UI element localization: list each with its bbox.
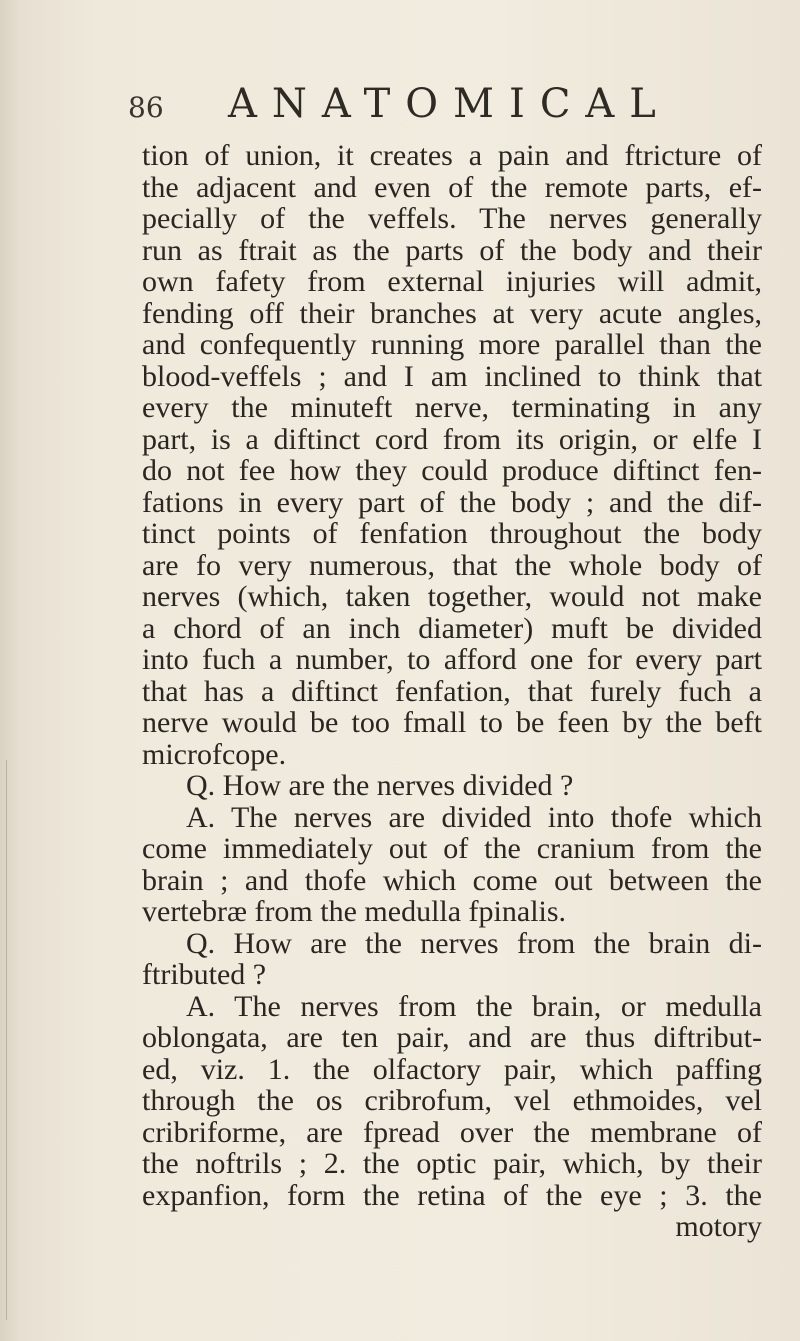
- question-line: Q. How are the nerves from the brain di-: [186, 926, 762, 960]
- text-line: fations in every part of the body ; and the dif-: [142, 485, 762, 519]
- page-gutter: [0, 0, 22, 1341]
- text-line: cribriforme, are fpread over the membrane of: [142, 1115, 762, 1149]
- text-line: oblongata, are ten pair, and are thus diftribut-: [142, 1021, 762, 1054]
- text-line: own fafety from external injuries will admit,: [142, 265, 762, 298]
- text-line: part, is a diftinct cord from its origin, or elfe I: [142, 422, 762, 456]
- text-line: come immediately out of the cranium from the: [142, 832, 762, 865]
- text-line: run as ftrait as the parts of the body and their: [142, 233, 762, 267]
- text-line: tinct points of fenfation throughout the body: [142, 517, 762, 550]
- text-line: every the minuteft nerve, terminating in any: [142, 391, 762, 424]
- text-line: pecially of the veffels. The nerves generally: [142, 202, 762, 235]
- text-line: and confequently running more parallel than the: [142, 328, 762, 361]
- text-line: microfcope.: [142, 737, 287, 771]
- text-line: fending off their branches at very acute angles,: [142, 296, 762, 330]
- text-line: ftributed ?: [142, 958, 267, 991]
- text-line: that has a diftinct fenfation, that furely fuch a: [142, 674, 762, 708]
- page-number: 86: [128, 91, 164, 124]
- text-line: expanfion, form the retina of the eye ; 3. the: [142, 1178, 762, 1212]
- text-line: ed, viz. 1. the olfactory pair, which paffing: [142, 1052, 762, 1086]
- text-line: tion of union, it creates a pain and ftricture of: [142, 139, 762, 172]
- text-line: into fuch a number, to afford one for every part: [142, 643, 762, 676]
- text-line: nerve would be too fmall to be feen by the beft: [142, 706, 762, 739]
- text-line: the noftrils ; 2. the optic pair, which, by their: [142, 1147, 762, 1180]
- text-line: a chord of an inch diameter) muft be divided: [142, 611, 762, 645]
- running-title: ANATOMICAL: [228, 81, 671, 127]
- text-line: do not fee how they could produce diftinct fen-: [142, 454, 762, 487]
- gutter-edge-line: [6, 760, 7, 1320]
- text-line: vertebræ from the medulla fpinalis.: [142, 895, 567, 928]
- answer-line: A. The nerves are divided into thofe which: [186, 800, 762, 834]
- page-header: [122, 75, 762, 135]
- question-line: Q. How are the nerves divided ?: [186, 769, 574, 802]
- answer-line: A. The nerves from the brain, or medulla: [186, 989, 762, 1023]
- text-line: the adjacent and even of the remote parts, ef-: [142, 170, 762, 204]
- catchword: motory: [675, 1210, 762, 1243]
- text-line: blood-veffels ; and I am inclined to think that: [142, 359, 762, 393]
- text-line: brain ; and thofe which come out between the: [142, 863, 762, 897]
- text-line: nerves (which, taken together, would not make: [142, 580, 762, 613]
- text-line: are fo very numerous, that the whole body of: [142, 548, 762, 582]
- body-text: [142, 140, 762, 1243]
- text-line: through the os cribrofum, vel ethmoides, vel: [142, 1084, 762, 1117]
